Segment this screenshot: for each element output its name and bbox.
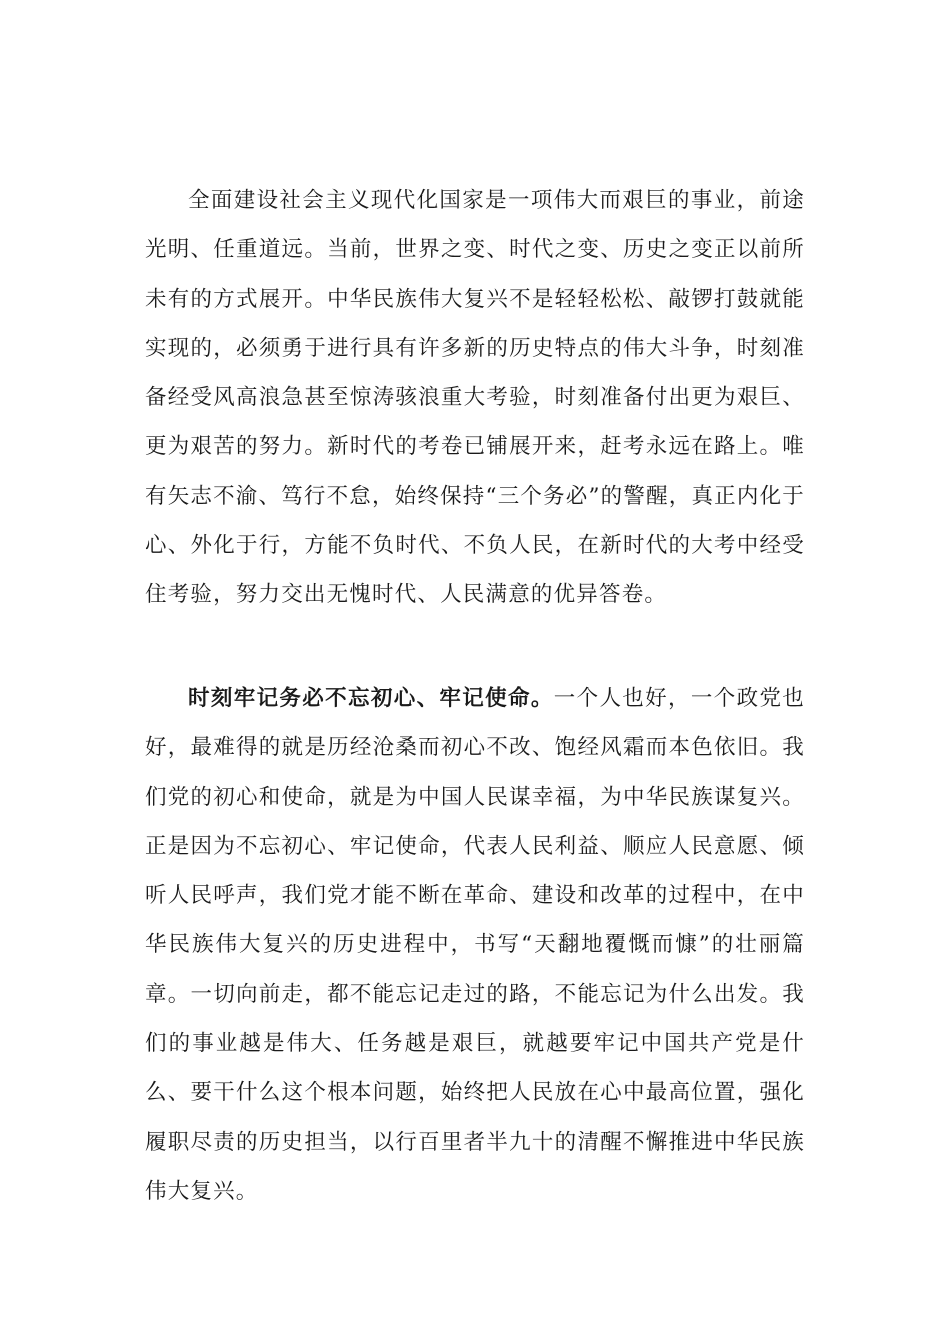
paragraph-text: 一个人也好，一个政党也好，最难得的就是历经沧桑而初心不改、饱经风霜而本色依旧。我们党的初心和使命，就是为中国人民谋幸福，为中华民族谋复兴。正是因为不忘初心、牢记使命，代表人民利益、顺应人民意愿、倾听人民呼声，我们党才能不断在革命、建设和改革的过程中，在中华民族伟大复兴的历史进程中，书写“天翻地覆慨而慷”的壮丽篇章。一切向前走，都不能忘记走过的路，不能忘记为什么出发。我们的事业越是伟大、任务越是艰巨，就越要牢记中国共产党是什么、要干什么这个根本问题，始终把人民放在心中最高位置，强化履职尽责的历史担当，以行百里者半九十的清醒不懈推进中华民族伟大复兴。 (145, 686, 806, 1204)
paragraph-lead-heading: 时刻牢记务必不忘初心、牢记使命。 (188, 686, 554, 711)
paragraph-text: 全面建设社会主义现代化国家是一项伟大而艰巨的事业，前途光明、任重道远。当前，世界之变、时代之变、历史之变正以前所未有的方式展开。中华民族伟大复兴不是轻轻松松、敲锣打鼓就能实现的，必须勇于进行具有许多新的历史特点的伟大斗争，时刻准备经受风高浪急甚至惊涛骇浪重大考验，时刻准备付出更为艰巨、更为艰苦的努力。新时代的考卷已铺展开来，赶考永远在路上。唯有矢志不渝、笃行不怠，始终保持“三个务必”的警醒，真正内化于心、外化于行，方能不负时代、不负人民，在新时代的大考中经受住考验，努力交出无愧时代、人民满意的优异答卷。 (145, 188, 805, 608)
body-paragraph-2 (145, 674, 805, 1216)
body-paragraph-1 (145, 176, 805, 620)
